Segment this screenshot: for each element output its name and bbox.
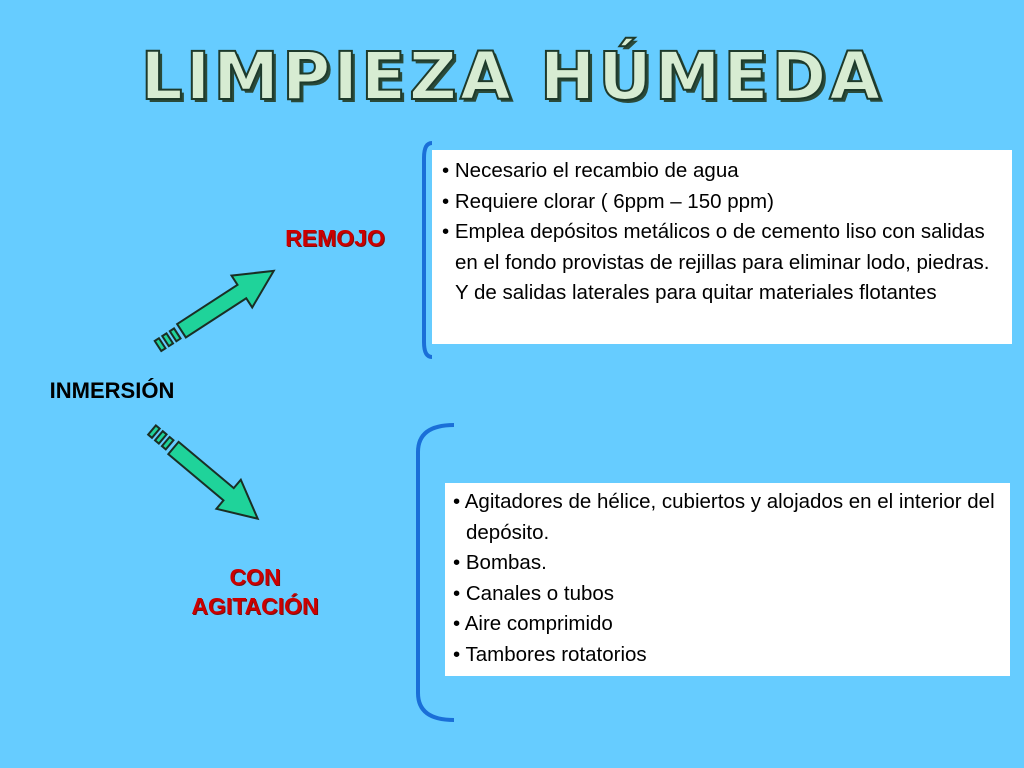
list-item: • Necesario el recambio de agua xyxy=(442,159,739,182)
remojo-info-box xyxy=(432,150,1012,344)
agitacion-label xyxy=(165,563,345,621)
page-title: LIMPIEZA HÚMEDA xyxy=(140,38,884,115)
arrow-down-icon xyxy=(140,415,270,533)
list-item: • Tambores rotatorios xyxy=(453,642,647,666)
list-item: • Agitadores de hélice, cubiertos y alojados en el interior del depósito. xyxy=(453,490,995,544)
list-item: • Aire comprimido xyxy=(453,612,613,635)
arrow-up-icon xyxy=(148,255,284,362)
list-item: • Emplea depósitos metálicos o de cemento liso con salidas en el fondo provistas de rejillas para eliminar lodo, piedras. Y de salidas laterales para quitar materiales flotantes xyxy=(442,220,990,304)
agitacion-label-line1: CON xyxy=(229,564,281,590)
list-item: • Canales o tubos xyxy=(453,581,615,605)
remojo-label: REMOJO xyxy=(285,225,385,251)
bracket-top xyxy=(424,143,432,357)
list-item: • Requiere clorar ( 6ppm – 150 ppm) xyxy=(442,189,774,213)
agitacion-info-box xyxy=(445,483,1010,676)
remojo-info-list xyxy=(442,156,1006,309)
inmersion-label: INMERSIÓN xyxy=(49,378,175,403)
agitacion-label-line2: AGITACIÓN xyxy=(191,593,319,619)
list-item: • Bombas. xyxy=(453,551,547,574)
agitacion-info-list xyxy=(453,487,1004,670)
